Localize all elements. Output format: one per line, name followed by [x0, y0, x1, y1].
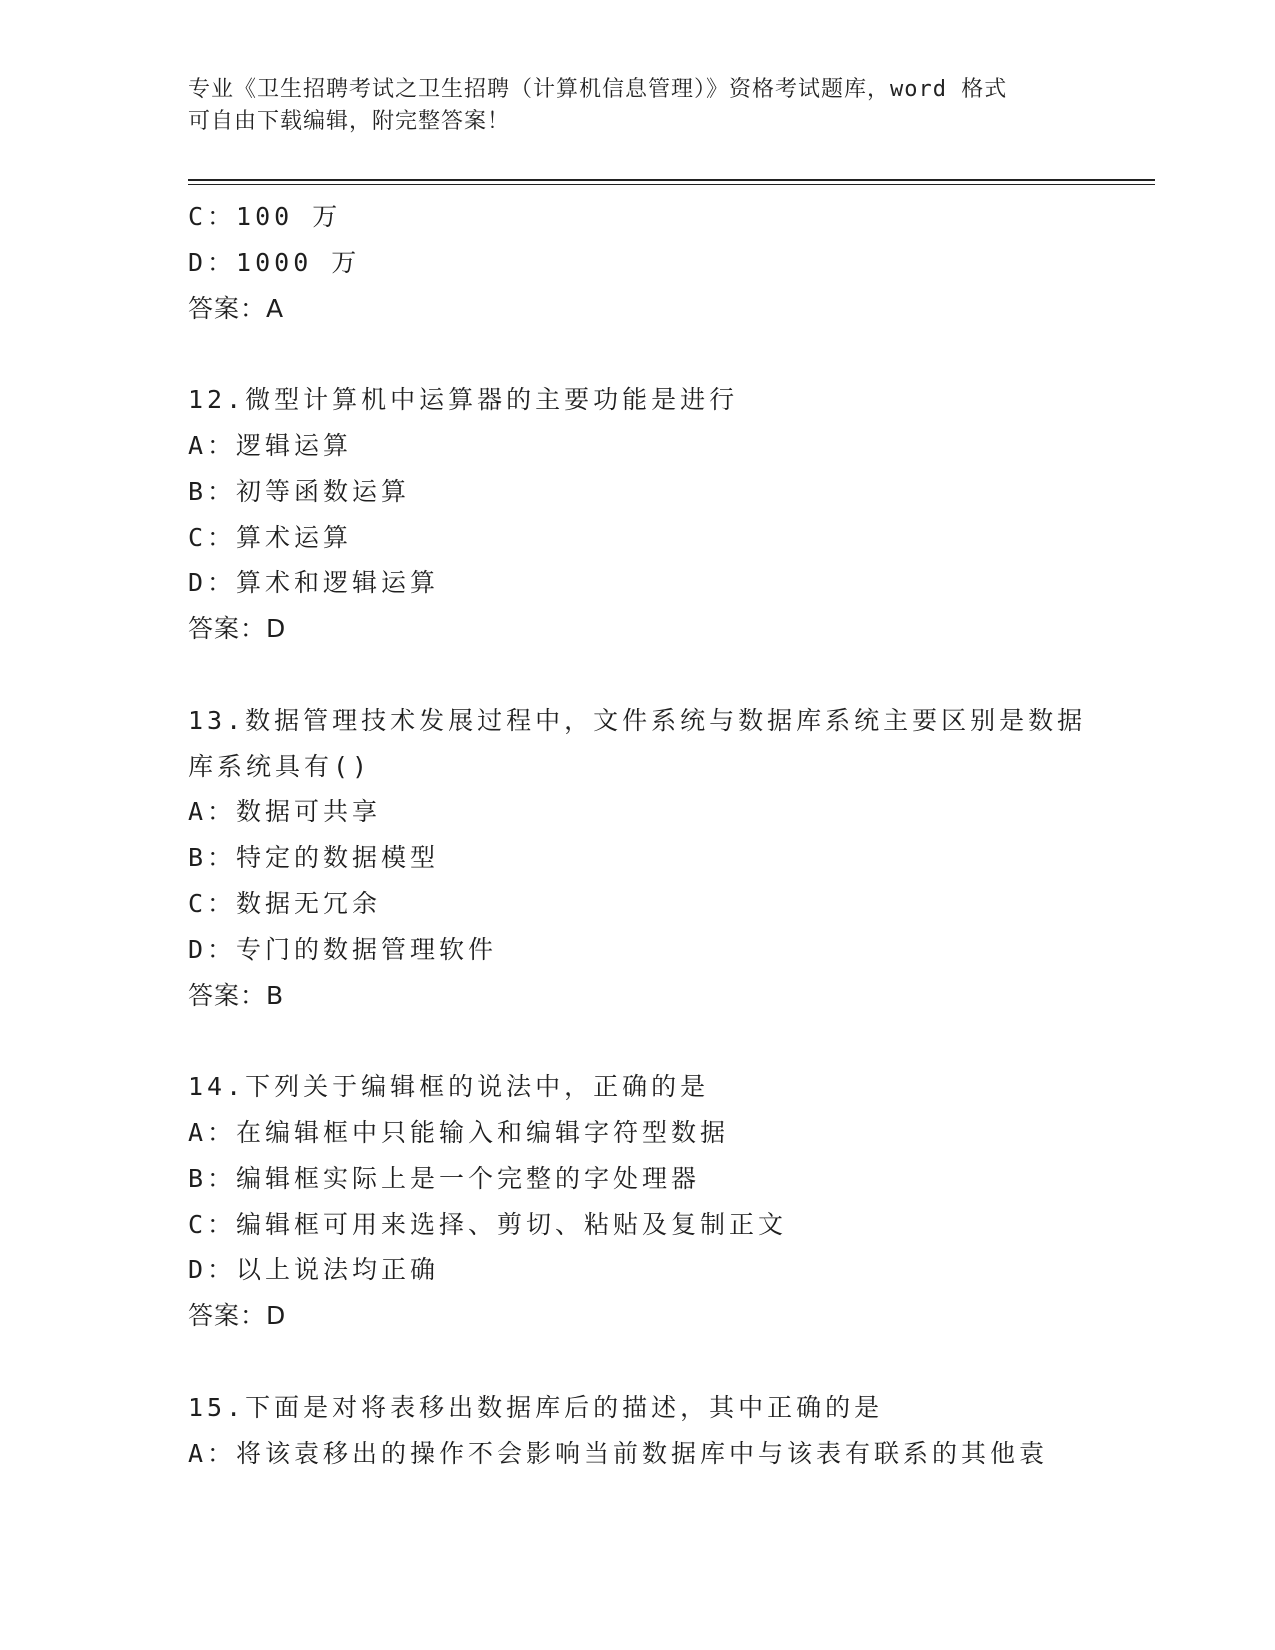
question-11-tail [188, 194, 1088, 331]
question-15 [188, 1385, 1088, 1477]
option-c: C：数据无冗余 [188, 888, 382, 918]
question-stem: 12.微型计算机中运算器的主要功能是进行 [188, 385, 739, 415]
header-title-line-1: 专业《卫生招聘考试之卫生招聘（计算机信息管理）》资格考试题库，word 格式 [188, 77, 1008, 102]
spacer [188, 1339, 1088, 1385]
document-header [188, 74, 1068, 138]
option-d: D：专门的数据管理软件 [188, 934, 498, 964]
option-d: D：算术和逻辑运算 [188, 568, 440, 598]
header-rule-thin [188, 184, 1155, 185]
header-title-line-2: 可自由下载编辑，附完整答案！ [188, 109, 511, 134]
option-d: D：1000 万 [188, 247, 361, 277]
option-c: C：编辑框可用来选择、剪切、粘贴及复制正文 [188, 1209, 788, 1239]
question-stem: 15.下面是对将表移出数据库后的描述，其中正确的是 [188, 1392, 884, 1422]
spacer [188, 652, 1088, 698]
spacer [188, 1018, 1088, 1064]
option-b: B：初等函数运算 [188, 476, 411, 506]
question-12 [188, 377, 1088, 652]
question-stem-line-2: 库系统具有() [188, 751, 372, 781]
option-c: C：算术运算 [188, 522, 353, 552]
option-d: D：以上说法均正确 [188, 1255, 440, 1285]
header-rule-thick [188, 179, 1155, 181]
option-a: A：逻辑运算 [188, 430, 353, 460]
option-c: C：100 万 [188, 202, 342, 231]
answer-line: 答案：A [188, 293, 285, 323]
option-a: A：将该袁移出的操作不会影响当前数据库中与该表有联系的其他袁 [188, 1438, 1049, 1468]
question-14 [188, 1064, 1088, 1339]
option-a: A：在编辑框中只能输入和编辑字符型数据 [188, 1117, 730, 1147]
option-b: B：编辑框实际上是一个完整的字处理器 [188, 1163, 701, 1193]
question-stem: 14.下列关于编辑框的说法中，正确的是 [188, 1072, 710, 1102]
answer-line: 答案：B [188, 980, 285, 1010]
answer-line: 答案：D [188, 1301, 287, 1331]
spacer [188, 331, 1088, 377]
answer-line: 答案：D [188, 614, 287, 644]
question-stem-line-1: 13.数据管理技术发展过程中，文件系统与数据库系统主要区别是数据 [188, 705, 1087, 735]
option-b: B：特定的数据模型 [188, 843, 440, 873]
question-list [188, 194, 1088, 1476]
option-a: A：数据可共享 [188, 797, 382, 827]
question-13 [188, 698, 1088, 1019]
